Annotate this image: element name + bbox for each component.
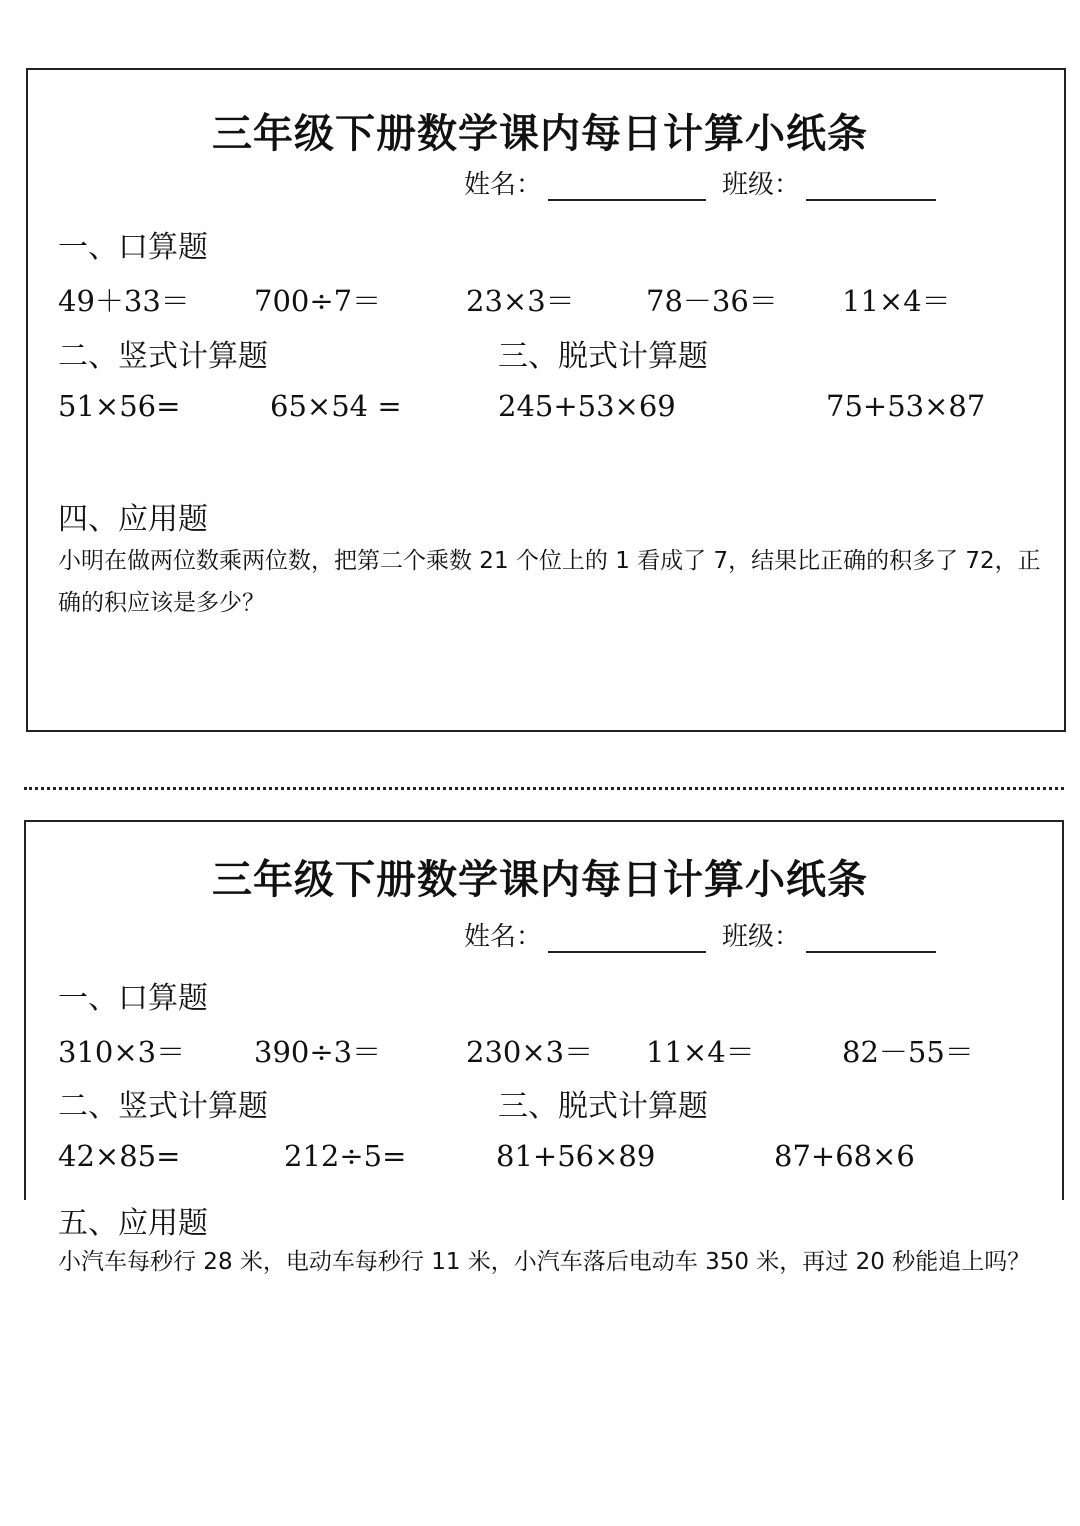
card-2-oral-3: 230×3＝ (466, 1035, 594, 1069)
card-1-oral-1: 49＋33＝ (58, 284, 190, 318)
card-1-oral-2: 700÷7＝ (254, 284, 382, 318)
class-blank-field[interactable] (806, 925, 936, 953)
class-blank-field[interactable] (806, 173, 936, 201)
card-1-removal-2: 75+53×87 (826, 389, 986, 423)
card-1-vertical-2: 65×54 = (270, 389, 402, 423)
card-2-oral-5: 82－55＝ (842, 1035, 974, 1069)
card-1-oral-5: 11×4＝ (842, 284, 951, 318)
card-1-oral-3: 23×3＝ (466, 284, 575, 318)
card-2-oral-1: 310×3＝ (58, 1035, 186, 1069)
card-2-vertical-1: 42×85= (58, 1139, 181, 1173)
card-1-vertical-1: 51×56= (58, 389, 181, 423)
card-2-section-application: 五、应用题 (58, 1206, 208, 1241)
card-1-section-application: 四、应用题 (58, 502, 208, 537)
card-1-oral-4: 78－36＝ (646, 284, 778, 318)
class-label: 班级： (722, 170, 801, 200)
card-1-title: 三年级下册数学课内每日计算小纸条 (212, 111, 868, 157)
card-2-vertical-2: 212÷5= (284, 1139, 407, 1173)
name-label: 姓名： (464, 170, 543, 200)
card-1-removal-1: 245+53×69 (498, 389, 676, 423)
card-2-section-vertical: 二、竖式计算题 (58, 1089, 268, 1124)
card-2-oral-4: 11×4＝ (646, 1035, 755, 1069)
card-1-section-oral: 一、口算题 (58, 230, 208, 265)
card-2-removal-1: 81+56×89 (496, 1139, 656, 1173)
card-2-title: 三年级下册数学课内每日计算小纸条 (212, 857, 868, 903)
name-label: 姓名： (464, 922, 543, 952)
card-2-application-text: 小汽车每秒行 28 米，电动车每秒行 11 米，小汽车落后电动车 350 米，再过 20 秒能追上吗？ (58, 1249, 1031, 1275)
class-label: 班级： (722, 922, 801, 952)
name-blank-field[interactable] (548, 173, 706, 201)
card-1-section-vertical: 二、竖式计算题 (58, 339, 268, 374)
card-1-section-removal: 三、脱式计算题 (498, 339, 708, 374)
card-2-removal-2: 87+68×6 (774, 1139, 915, 1173)
card-1-name-class-row (464, 164, 936, 201)
cut-line-divider (24, 787, 1064, 790)
card-2-oral-2: 390÷3＝ (254, 1035, 382, 1069)
card-1-application-text: 小明在做两位数乘两位数，把第二个乘数 21 个位上的 1 看成了 7，结果比正确的积多了 72，正确的积应该是多少？ (58, 548, 1041, 616)
card-2-section-removal: 三、脱式计算题 (498, 1089, 708, 1124)
name-blank-field[interactable] (548, 925, 706, 953)
card-2-name-class-row (464, 916, 936, 953)
card-2-section-oral: 一、口算题 (58, 981, 208, 1016)
